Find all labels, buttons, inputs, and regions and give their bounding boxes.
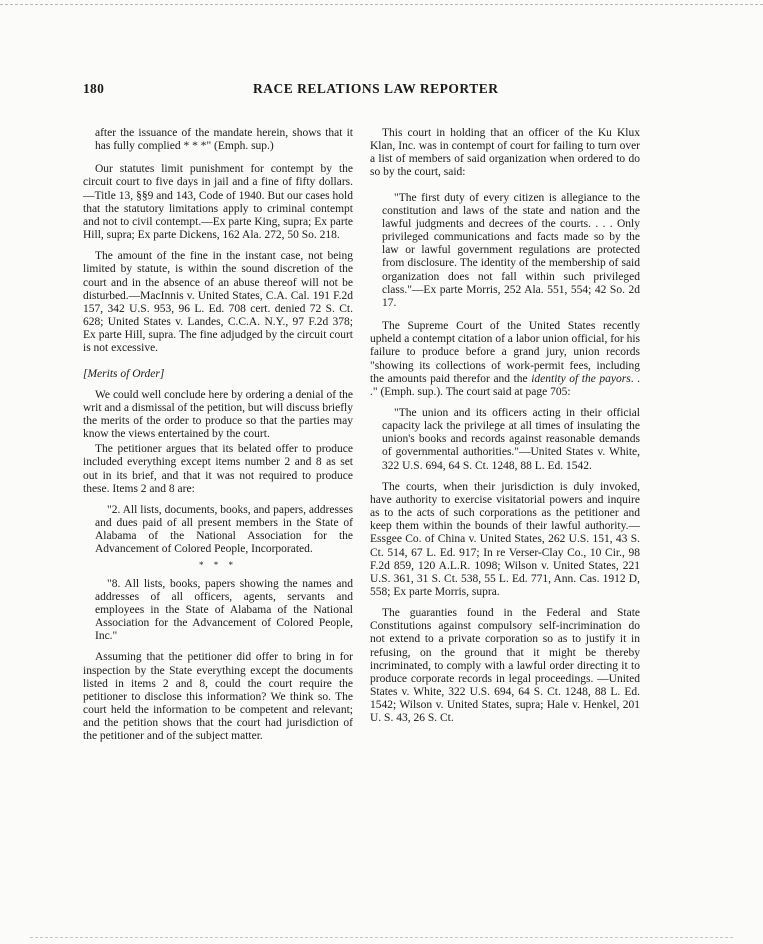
running-head: RACE RELATIONS LAW REPORTER: [253, 81, 499, 96]
left-column: [83, 127, 353, 752]
paragraph-supreme-court: [370, 320, 640, 399]
paragraph-ku-klux-klan: This court in holding that an officer of the Ku Klux Klan, Inc. was in contempt of court for failing to turn over a list of members of said organization when ordered to do so by the court, said:: [370, 127, 640, 179]
quote-union-officers: "The union and its officers acting in their official capacity lack the privilege at all times of insulating the union's books and records against reasonable demands of governmental authorities."—United States v. White, 322 U.S. 694, 64 S. Ct. 1248, 88 L. Ed. 1542.: [382, 406, 640, 472]
ellipsis-stars: * * *: [199, 559, 237, 570]
right-column: [370, 127, 640, 734]
paragraph-guaranties: The guaranties found in the Federal and State Constitutions against compulsory self-incrimination do not extend to a private corporation so as to justify it in refusing, on the ground that it might be thereby incriminated, to comply with a lawful order directing it to produce corporate records in legal proceedings. —United States v. White, 322 U.S. 694, 64 S. Ct. 1248, 88 L. Ed. 1542; Wilson v. United States, supra; Hale v. Henkel, 201 U. S. 43, 26 S. Ct.: [370, 607, 640, 725]
identity-of-payors-emphasis: identity of the payors: [531, 372, 631, 385]
quote-first-duty: "The first duty of every citizen is allegiance to the constitution and laws of the state and nation and the lawful judgments and decrees of the courts. . . . Only privileged communications and facts made so by the law or lawful government regulations are protected from disclosure. The identity of the membership of said organization does not fall within such privileged class."—Ex parte Morris, 252 Ala. 551, 554; 42 So. 2d 17.: [382, 191, 640, 309]
paragraph-fine-amount: The amount of the fine in the instant case, not being limited by statute, is within the sound discretion of the court and in the absence of an abuse thereof will not be disturbed.—MacInnis v. United States, C.A. Cal. 191 F.2d 157, 342 U.S. 953, 96 L. Ed. 708 cert. denied 72 S. Ct. 628; United States v. Landes, C.C.A. N.Y., 97 F.2d 378; Ex parte Hill, supra. The fine adjudged by the circuit court is not excessive.: [83, 250, 353, 355]
quote-item-2: "2. All lists, documents, books, and papers, addresses and dues paid of all present members in the State of Alabama of the National Association for the Advancement of Colored People, Incorporated.: [95, 503, 353, 556]
supreme-court-text-b: . . ." (Emph. sup.). The court said at page 705:: [370, 372, 640, 398]
quote-item-8: "8. All lists, books, papers showing the names and addresses of all officers, agents, servants and employees in the State of Alabama of the National Association for the Advancement of Colored People, Inc.": [95, 577, 353, 643]
bottom-scan-edge: [30, 937, 733, 938]
page-number: 180: [83, 81, 105, 96]
paragraph-assuming: Assuming that the petitioner did offer to bring in for inspection by the State everything except the documents listed in items 2 and 8, could the court require the petitioner to disclose this information? We think so. The court held the information to be competent and relevant; and the petition shows that the court had jurisdiction of the petitioner and of the subject matter.: [83, 651, 353, 743]
quote-continuation: after the issuance of the mandate herein, shows that it has fully complied * * *" (Emph. sup.): [95, 127, 353, 153]
paragraph-jurisdiction: The courts, when their jurisdiction is duly invoked, have authority to exercise visitatorial powers and inquire as to the acts of such corporations as the petitioner and keep them within the bounds of their lawful authority.—Essgee Co. of China v. United States, 262 U.S. 151, 43 S. Ct. 514, 67 L. Ed. 917; In re Verser-Clay Co., 10 Cir., 98 F.2d 859, 120 A.L.R. 1098; Wilson v. United States, 221 U.S. 361, 31 S. Ct. 538, 55 L. Ed. 771, Ann. Cas. 1912 D, 558; Ex parte Morris, supra.: [370, 480, 640, 598]
section-heading-merits: [Merits of Order]: [83, 367, 165, 380]
paragraph-statutes: Our statutes limit punishment for contempt by the circuit court to five days in jail and a fine of fifty dollars.—Title 13, §§9 and 143, Code of 1940. But our cases hold that the statutory limitations apply to criminal contempt and not to civil contempt.—Ex parte King, supra; Ex parte Hill, supra; Ex parte Dickens, 162 Ala. 272, 50 So. 218.: [83, 163, 353, 242]
paragraph-merits: We could well conclude here by ordering a denial of the writ and a dismissal of the petition, but will discuss briefly the merits of the order to produce so that the parties may know the views entertained by the court.: [83, 388, 353, 441]
supreme-court-text-a: The Supreme Court of the United States recently upheld a contempt citation of a labor union official, for his failure to produce before a grand jury, union records "showing its collections of work-permit fees, including the amounts paid therefor and the: [370, 320, 640, 385]
paragraph-petitioner-argues: The petitioner argues that its belated offer to produce included everything except items number 2 and 8 as set out in its brief, and that it was not required to produce these. Items 2 and 8 are:: [83, 443, 353, 495]
top-scan-edge: [0, 4, 763, 5]
